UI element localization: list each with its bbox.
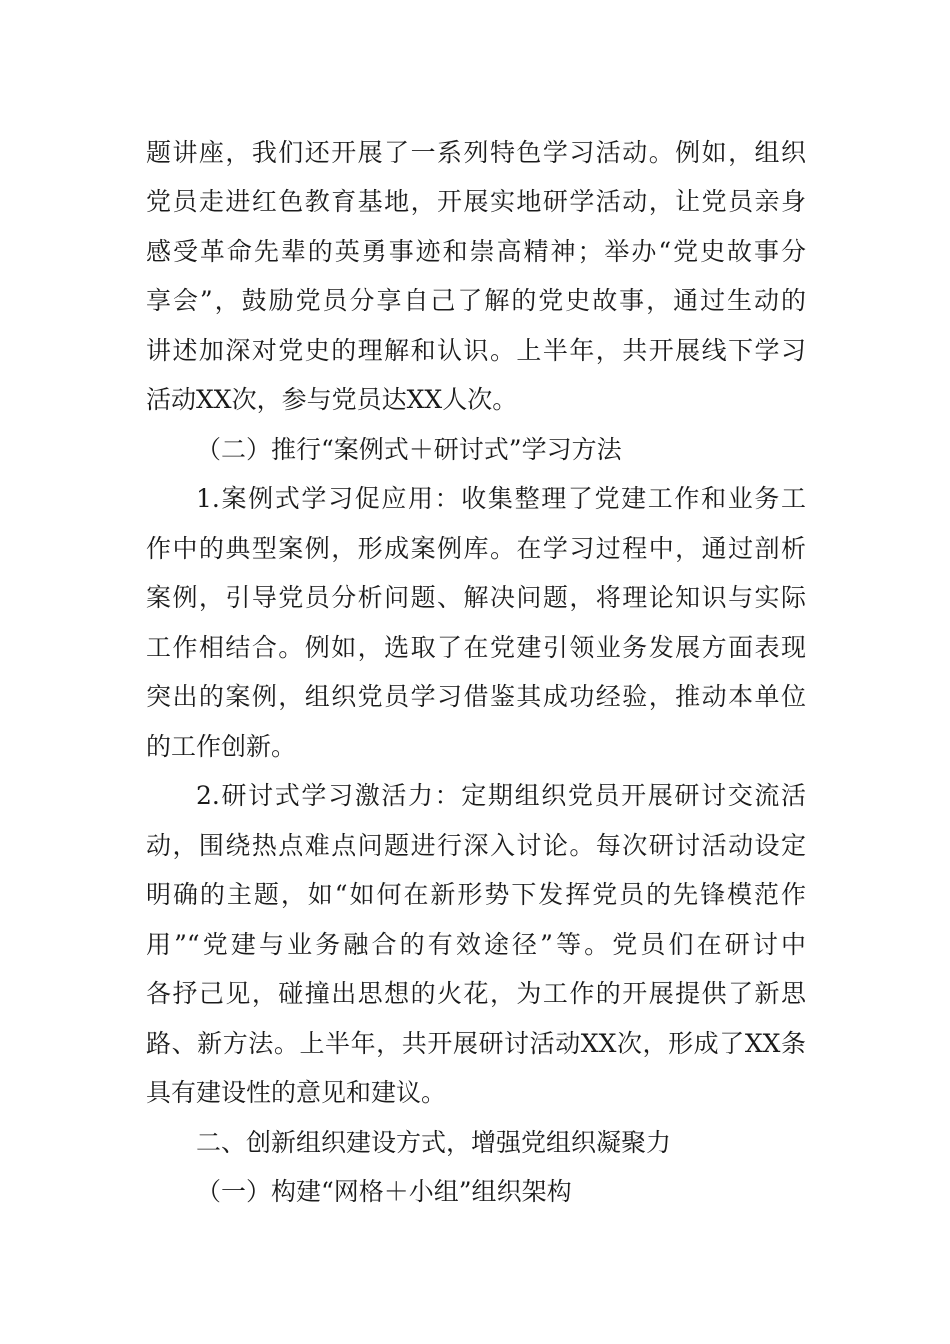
paragraph-line: 作中的典型案例，形成案例库。在学习过程中，通过剖析: [146, 534, 806, 563]
paragraph-line: 工作相结合。例如，选取了在党建引领业务发展方面表现: [146, 633, 806, 662]
paragraph-line: 党员走进红色教育基地，开展实地研学活动，让党员亲身: [146, 187, 806, 216]
paragraph-line: 讲述加深对党史的理解和认识。上半年，共开展线下学习: [146, 336, 806, 365]
paragraph-line: 具有建设性的意见和建议。: [146, 1078, 447, 1107]
section-heading: （二）推行“案例式＋研讨式”学习方法: [196, 435, 622, 464]
paragraph-line: 动，围绕热点难点问题进行深入讨论。每次研讨活动设定: [146, 831, 806, 860]
paragraph-line: 路、新方法。上半年，共开展研讨活动XX次，形成了XX条: [146, 1029, 806, 1058]
subsection-heading: （一）构建“网格＋小组”组织架构: [196, 1177, 572, 1206]
paragraph-line: 突出的案例，组织党员学习借鉴其成功经验，推动本单位: [146, 682, 806, 711]
paragraph-line: 享会”，鼓励党员分享自己了解的党史故事，通过生动的: [146, 286, 806, 315]
paragraph-line: 案例，引导党员分析问题、解决问题，将理论知识与实际: [146, 583, 806, 612]
paragraph-line: 1.案例式学习促应用：收集整理了党建工作和业务工: [196, 484, 806, 513]
paragraph-line: 活动XX次，参与党员达XX人次。: [146, 385, 518, 414]
section-heading: 二、创新组织建设方式，增强党组织凝聚力: [196, 1128, 672, 1157]
paragraph-line: 题讲座，我们还开展了一系列特色学习活动。例如，组织: [146, 138, 806, 167]
paragraph-line: 的工作创新。: [146, 732, 297, 761]
paragraph-line: 感受革命先辈的英勇事迹和崇高精神；举办“党史故事分: [146, 237, 806, 266]
paragraph-line: 2.研讨式学习激活力：定期组织党员开展研讨交流活: [196, 781, 806, 810]
paragraph-line: 明确的主题，如“如何在新形势下发挥党员的先锋模范作: [146, 880, 806, 909]
paragraph-line: 用”“党建与业务融合的有效途径”等。党员们在研讨中: [146, 930, 806, 959]
paragraph-line: 各抒己见，碰撞出思想的火花，为工作的开展提供了新思: [146, 979, 806, 1008]
